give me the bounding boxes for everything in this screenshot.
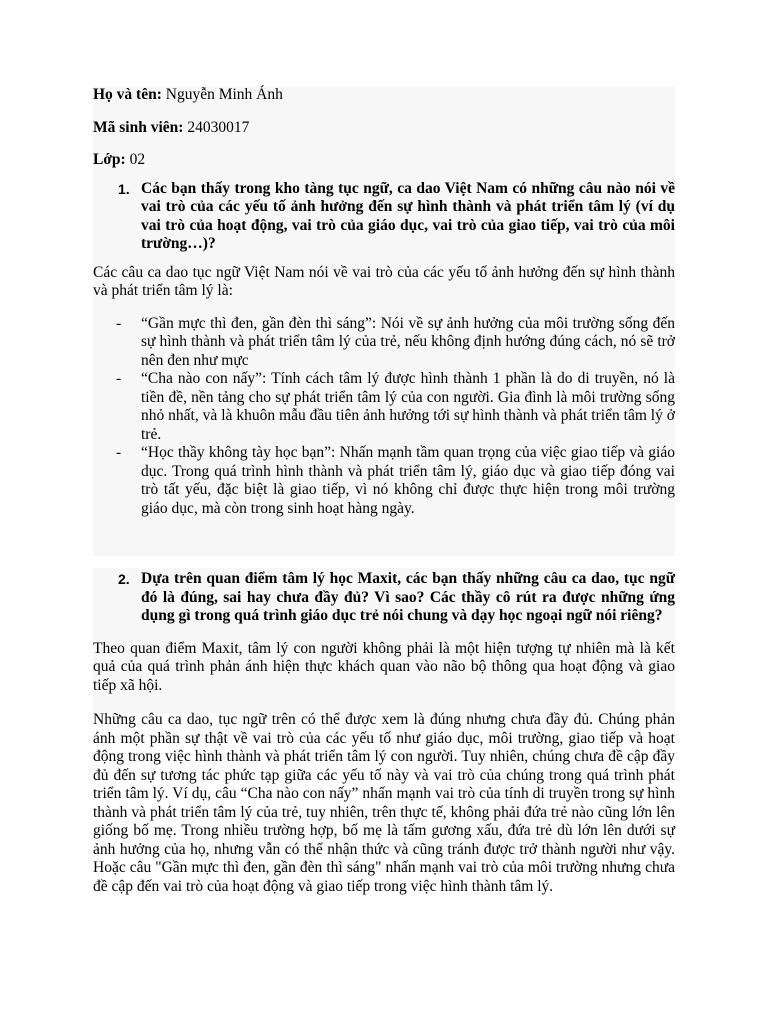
document-content [93,86,675,896]
student-class-value: 02 [129,151,146,168]
question-2-text: Dựa trên quan điểm tâm lý học Maxit, các bạn thấy những câu ca dao, tục ngữ đó là đúng, sai hay chưa đầy đủ? Vì sao? Các thầy cô rút ra được những ứng dụng gì trong quá trình giáo dục trẻ nói chung và dạy học ngoại ngữ nói riêng? [141,570,675,624]
student-id-value: 24030017 [187,118,250,136]
question-2-number: 2. [118,571,130,587]
answer-2-paragraph-1: Theo quan điểm Maxit, tâm lý con người không phải là một hiện tượng tự nhiên mà là kết quả của quá trình phản ánh hiện thực khách quan vào não bộ thông qua hoạt động và giao tiếp xã hội. [93,639,675,694]
bullet-text: “Học thầy không tày học bạn”: Nhấn mạnh tầm quan trọng của việc giao tiếp và giáo dục. Trong quá trình hình thành và phát triển tâm lý, giáo dục và giao tiếp đóng vai trò tất yếu, đặc biệt là giao tiếp, vì nó không chỉ được thực hiện trong môi trường giáo dục, mà còn trong sinh hoạt hàng ngày. [141,444,675,517]
student-id-label: Mã sinh viên: [93,118,184,136]
answer-1-bullet-1 [93,315,675,371]
student-class-line [93,151,675,170]
answer-2-paragraph-2: Những câu ca dao, tục ngữ trên có thể được xem là đúng nhưng chưa đầy đủ. Chúng phản ánh một phần sự thật về vai trò của các yếu tố như giáo dục, môi trường, giao tiếp và hoạt động trong việc hình thành và phát triển tâm lý con người. Tuy nhiên, chúng chưa đề cập đầy đủ đến sự tương tác phức tạp giữa các yếu tố này và vai trò của chúng trong quá trình phát triển tâm lý. Ví dụ, câu “Cha nào con nấy” nhấn mạnh vai trò của tính di truyền trong sự hình thành và phát triển tâm lý của trẻ, tuy nhiên, trên thực tế, không phải đứa trẻ nào cũng lớn lên giống bố mẹ. Trong nhiều trường hợp, bố mẹ là tấm gương xấu, đứa trẻ dù lớn lên dưới sự ảnh hưởng của họ, nhưng vẫn có thể nhận thức và cũng tránh được trở thành người như vậy. Hoặc câu "Gần mực thì đen, gần đèn thì sáng" nhấn mạnh vai trò của môi trường nhưng chưa đề cập đến vai trò của hoạt động và giao tiếp trong việc hình thành tâm lý. [93,711,675,895]
student-name-value: Nguyễn Minh Ánh [165,86,283,103]
question-1-number: 1. [118,180,130,197]
answer-1-intro: Các câu ca dao tục ngữ Việt Nam nói về vai trò của các yếu tố ảnh hưởng đến sự hình thành và phát triển tâm lý là: [93,263,675,299]
question-1-text: Các bạn thấy trong kho tàng tục ngữ, ca dao Việt Nam có những câu nào nói về vai trò của các yếu tố ảnh hưởng đến sự hình thành và phát triển tâm lý (ví dụ vai trò của hoạt động, vai trò của giáo dục, vai trò của giao tiếp, vai trò của môi trường…)? [141,179,675,252]
student-id-line [93,119,675,138]
question-1 [93,180,675,254]
bullet-dash: - [116,444,122,461]
bullet-dash: - [116,314,122,332]
question-1-list [93,180,675,254]
bullet-text: “Cha nào con nấy”: Tính cách tâm lý được hình thành 1 phần là do di truyền, nó là tiền đề, nền tảng cho sự phát triển tâm lý của con người. Gia đình là môi trường sống nhỏ nhất, và là khuôn mẫu đầu tiên ảnh hưởng tới sự hình thành và phát triển tâm lý ở trẻ. [141,370,675,443]
student-class-label: Lớp: [93,151,126,168]
bullet-dash: - [116,370,122,387]
student-name-label: Họ và tên: [93,86,162,103]
question-2-list [93,570,675,626]
answer-1-bullet-2 [93,370,675,444]
student-name-line [93,86,675,105]
answer-1-bullet-3 [93,444,675,518]
bullet-text: “Gần mực thì đen, gần đèn thì sáng”: Nói về sự ảnh hưởng của môi trường sống đến sự hình thành và phát triển tâm lý của trẻ, nếu không định hướng đúng cách, nó sẽ trở nên đen như mực [141,314,675,369]
answer-1-bullets [93,315,675,519]
question-2 [93,570,675,626]
